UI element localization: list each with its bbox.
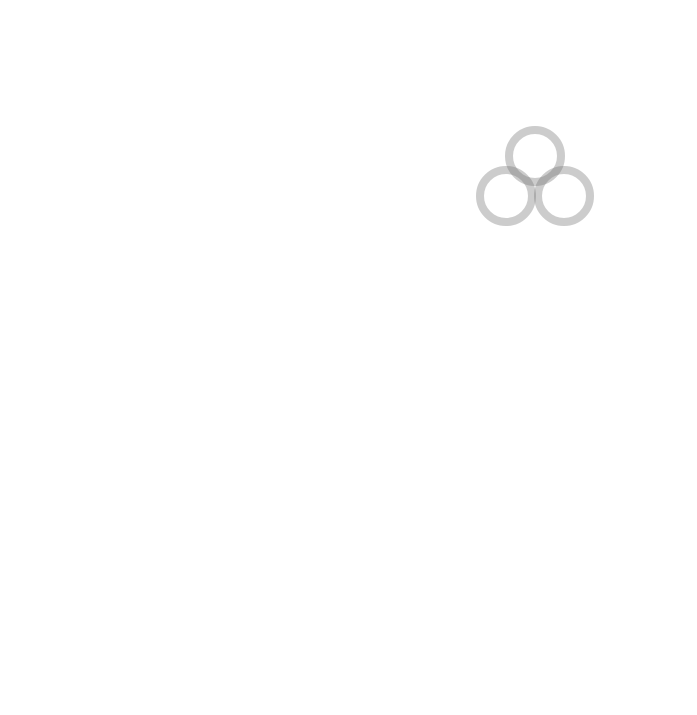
mdeq-seal-icon bbox=[470, 118, 600, 238]
mdeq-watermark bbox=[470, 118, 600, 283]
